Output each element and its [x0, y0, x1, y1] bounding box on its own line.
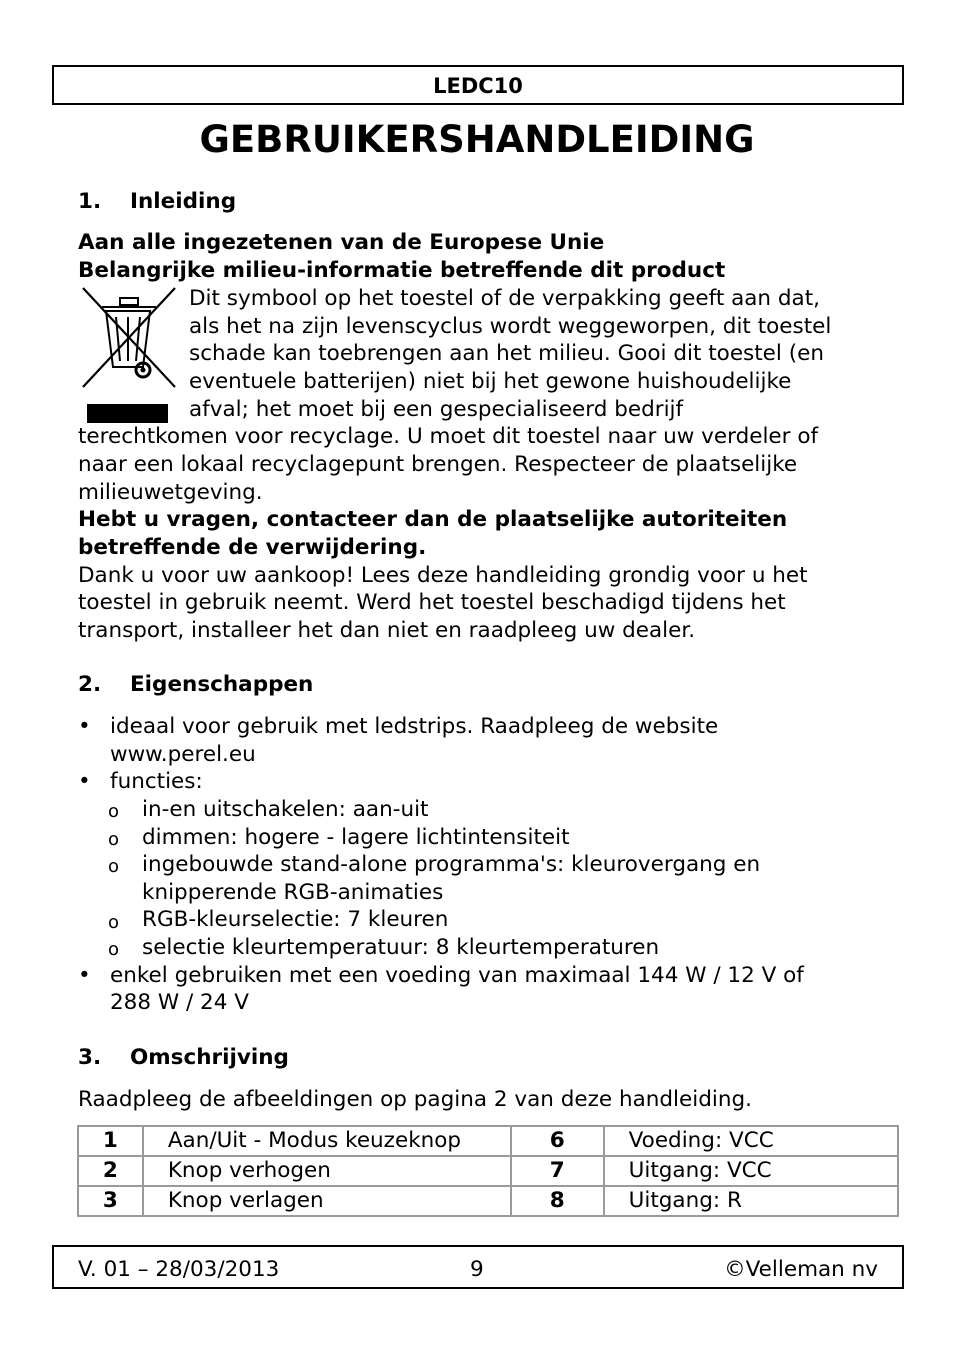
intro-full-line: naar een lokaal recyclagepunt brengen. Respecteer de plaatselijke	[78, 452, 798, 477]
section-title: Inleiding	[130, 189, 237, 214]
section-heading-inleiding	[78, 188, 236, 216]
section-heading-eigenschappen	[78, 671, 313, 699]
part-label: Voeding: VCC	[604, 1126, 898, 1156]
section-title: Omschrijving	[130, 1045, 289, 1070]
intro-thanks-line: Dank u voor uw aankoop! Lees deze handleiding grondig voor u het	[78, 563, 808, 588]
weee-black-bar	[87, 404, 168, 423]
description-table	[77, 1125, 899, 1217]
intro-question-line: betreffende de verwijdering.	[78, 535, 427, 560]
bullet-marker: •	[78, 963, 91, 988]
feature-item: functies:	[110, 769, 203, 794]
table-row	[78, 1186, 898, 1216]
sub-bullet-marker: o	[108, 829, 120, 850]
section-number: 2.	[78, 672, 102, 697]
page-title: GEBRUIKERSHANDLEIDING	[199, 118, 755, 161]
section-number: 3.	[78, 1045, 102, 1070]
feature-item: enkel gebruiken met een voeding van maximaal 144 W / 12 V of	[110, 963, 804, 988]
sub-bullet-marker: o	[108, 939, 120, 960]
intro-question-line: Hebt u vragen, contacteer dan de plaatselijke autoriteiten	[78, 507, 788, 532]
part-number: 7	[511, 1156, 604, 1186]
intro-bold-line-1: Aan alle ingezetenen van de Europese Unie	[78, 230, 605, 255]
part-number: 2	[78, 1156, 143, 1186]
bullet-marker: •	[78, 769, 91, 794]
part-label: Aan/Uit - Modus keuzeknop	[143, 1126, 511, 1156]
feature-sub-item: RGB-kleurselectie: 7 kleuren	[142, 907, 449, 932]
intro-full-line: terechtkomen voor recyclage. U moet dit toestel naar uw verdeler of	[78, 424, 819, 449]
footer-copyright: ©Velleman nv	[724, 1257, 878, 1282]
bullet-marker: •	[78, 714, 91, 739]
header-model-box	[52, 65, 904, 105]
model-label: LEDC10	[433, 74, 523, 98]
sub-bullet-marker: o	[108, 912, 120, 933]
feature-sub-item-continued: knipperende RGB-animaties	[142, 880, 444, 905]
part-number: 3	[78, 1186, 143, 1216]
feature-item-continued: www.perel.eu	[110, 742, 256, 767]
part-label: Uitgang: VCC	[604, 1156, 898, 1186]
table-row	[78, 1126, 898, 1156]
part-number: 1	[78, 1126, 143, 1156]
intro-wrap-line: afval; het moet bij een gespecialiseerd bedrijf	[189, 397, 684, 422]
weee-crossed-bin-icon	[80, 287, 178, 391]
sub-bullet-marker: o	[108, 801, 120, 822]
feature-sub-item: ingebouwde stand-alone programma's: kleurovergang en	[142, 852, 761, 877]
intro-thanks-line: toestel in gebruik neemt. Werd het toestel beschadigd tijdens het	[78, 590, 786, 615]
part-number: 8	[511, 1186, 604, 1216]
part-label: Knop verhogen	[143, 1156, 511, 1186]
section-heading-omschrijving	[78, 1044, 289, 1072]
part-label: Uitgang: R	[604, 1186, 898, 1216]
footer-page-number: 9	[470, 1257, 484, 1282]
intro-wrap-line: als het na zijn levenscyclus wordt weggeworpen, dit toestel	[189, 314, 832, 339]
intro-wrap-line: eventuele batterijen) niet bij het gewone huishoudelijke	[189, 369, 792, 394]
section-title: Eigenschappen	[130, 672, 314, 697]
part-number: 6	[511, 1126, 604, 1156]
intro-wrap-line: schade kan toebrengen aan het milieu. Gooi dit toestel (en	[189, 341, 824, 366]
section-number: 1.	[78, 189, 102, 214]
intro-bold-line-2: Belangrijke milieu-informatie betreffende dit product	[78, 258, 726, 283]
feature-item-continued: 288 W / 24 V	[110, 990, 249, 1015]
footer-version: V. 01 – 28/03/2013	[78, 1257, 280, 1282]
table-row	[78, 1156, 898, 1186]
page-footer	[52, 1245, 904, 1289]
feature-sub-item: dimmen: hogere - lagere lichtintensiteit	[142, 825, 570, 850]
intro-full-line: milieuwetgeving.	[78, 480, 263, 505]
feature-sub-item: selectie kleurtemperatuur: 8 kleurtemperaturen	[142, 935, 660, 960]
feature-sub-item: in-en uitschakelen: aan-uit	[142, 797, 429, 822]
sub-bullet-marker: o	[108, 856, 120, 877]
intro-wrap-line: Dit symbool op het toestel of de verpakking geeft aan dat,	[189, 286, 820, 311]
feature-item: ideaal voor gebruik met ledstrips. Raadpleeg de website	[110, 714, 719, 739]
intro-thanks-line: transport, installeer het dan niet en raadpleeg uw dealer.	[78, 618, 696, 643]
description-intro: Raadpleeg de afbeeldingen op pagina 2 van deze handleiding.	[78, 1087, 752, 1112]
part-label: Knop verlagen	[143, 1186, 511, 1216]
